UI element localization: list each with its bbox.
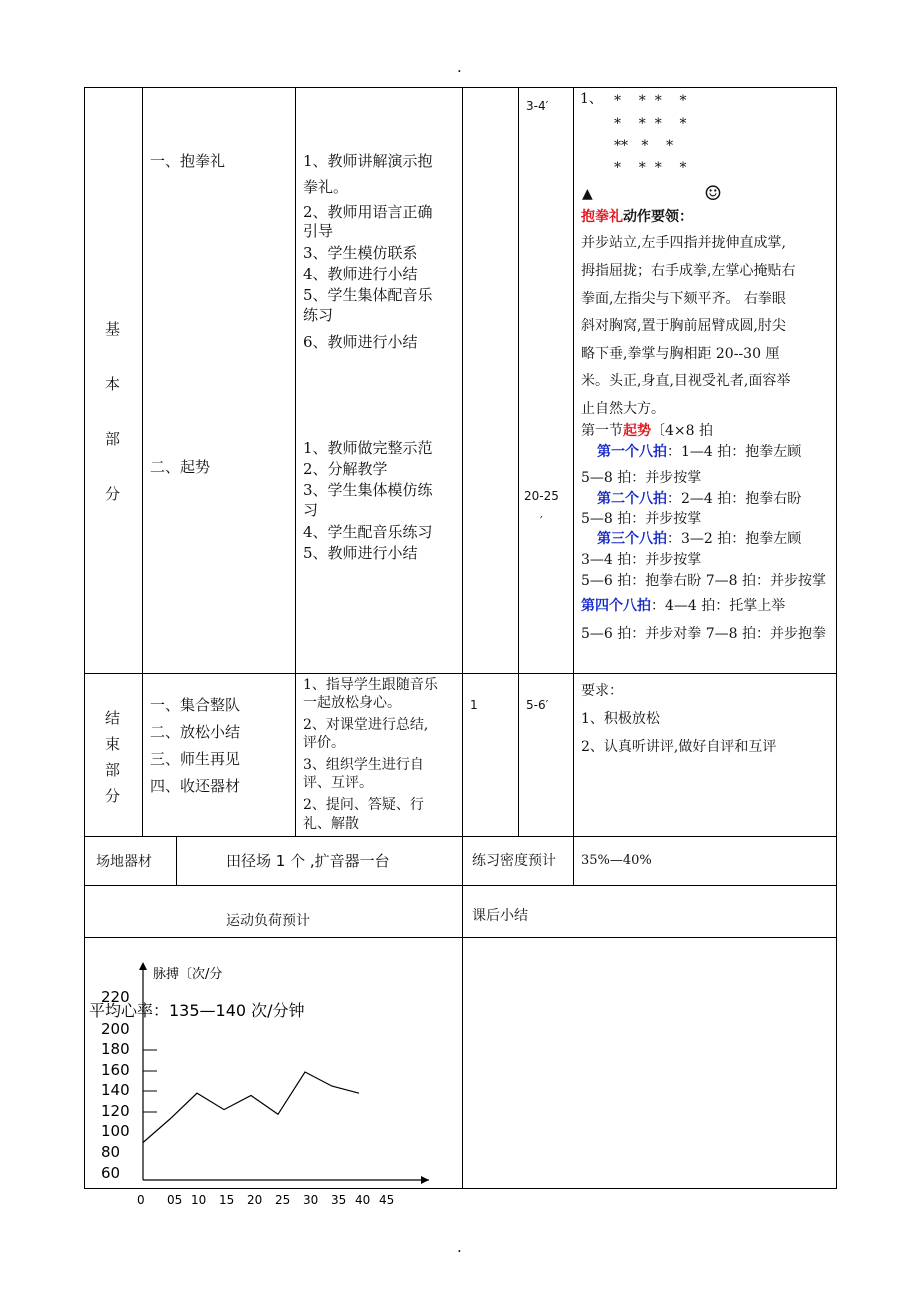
x-tick-label: 25 [275,1193,291,1207]
x-tick-label: 05 [167,1193,183,1207]
step-line: 5、教师进行小结 [303,544,418,562]
essentials-line: 并步站立,左手四指并拢伸直成掌, [581,235,786,251]
formation-row: * * * * [614,116,687,132]
step-line: 3、学生模仿联系 [303,244,418,262]
y-tick-label: 80 [101,1143,121,1161]
summary-label: 课后小结 [472,908,528,924]
ending-time: 5-6′ [526,698,549,712]
step-line: 评、互评。 [303,775,373,791]
beat1-line: 第一个八拍：1—4 拍：抱拳左顾 [597,444,802,460]
y-tick-label: 140 [101,1081,130,1099]
essentials-line: 米。头正,身直,目视受礼者,面容举 [581,373,791,389]
step-line: 拳礼。 [303,178,349,196]
item-baoquanli-title: 一、抱拳礼 [150,152,226,170]
step-line: 1、教师讲解演示抱 [303,152,433,170]
step-line: 2、教师用语言正确 [303,203,433,221]
essentials-line: 止自然大方。 [581,401,665,417]
step-line: 1、指导学生跟随音乐 [303,677,438,693]
x-tick-label: 20 [247,1193,263,1207]
essentials-line: 拇指屈拢；右手成拳,左掌心掩贴右 [581,263,796,279]
step-line: 习 [303,501,319,519]
x-tick-label: 35 [331,1193,347,1207]
essentials-line: 拳面,左指尖与下颏平齐。 右拳眼 [581,291,786,307]
y-tick-label: 160 [101,1061,130,1079]
step-line: 4、教师进行小结 [303,265,418,283]
step-line: 引导 [303,222,334,240]
beat4-line: 第四个八拍：4—4 拍：托掌上举 [581,598,786,614]
y-tick-label: 100 [101,1122,130,1140]
step-line: 4、学生配音乐练习 [303,523,433,541]
y-tick-label: 220 [101,988,130,1006]
x-axis-arrow [421,1176,429,1184]
ending-count: 1 [470,698,478,712]
time-qishi-unit: ′ [540,514,543,528]
basic-section-label: 基 本 部 分 [105,320,121,503]
heart-rate-series [143,1072,359,1143]
step-line: 6、教师进行小结 [303,333,418,351]
step-line: 3、组织学生进行自 [303,757,424,773]
item-qishi-title: 二、起势 [150,458,211,476]
requirement-item: 2、认真听讲评,做好自评和互评 [581,739,777,755]
beat3-line3: 5—6 拍：抱拳右盼 7—8 拍：并步按掌 [581,573,826,589]
formation-row: * * * * [614,160,687,176]
ending-item: 二、放松小结 [150,723,241,741]
formation-row: ** * * [614,138,674,154]
step-line: 练习 [303,306,334,324]
load-label: 运动负荷预计 [226,913,310,929]
ending-section-label: 结 束 部 分 [105,709,121,805]
teacher-triangle-icon: ▲ [582,186,593,202]
step-line: 评价。 [303,735,345,751]
y-tick-label: 120 [101,1102,130,1120]
beat1-line2: 5—8 拍：并步按掌 [581,470,702,486]
beat3-line2: 3—4 拍：并步按掌 [581,552,702,568]
ending-item: 三、师生再见 [150,750,241,768]
smile-icon: ☺ [704,181,722,205]
density-label: 练习密度预计 [472,853,556,869]
step-line: 礼、解散 [303,816,359,832]
step-line: 2、提问、答疑、行 [303,797,424,813]
essentials-line: 略下垂,拳掌与胸相距 20--30 厘 [581,346,780,362]
x-tick-label: 40 [355,1193,371,1207]
beat2-line: 第二个八拍：2—4 拍：抱拳右盼 [597,491,802,507]
essentials-heading: 抱拳礼动作要领： [581,209,693,225]
top-dot: . [457,58,462,76]
y-axis-label: 脉搏〔次/分 [153,967,223,982]
venue-label: 场地器材 [96,854,152,870]
beat4-line2: 5—6 拍：并步对拳 7—8 拍：并步抱拳 [581,626,826,642]
formation-row: * * * * [614,93,687,109]
step-line: 2、分解教学 [303,460,388,478]
section-qishi-heading: 第一节起势〔4×8 拍 [581,423,713,439]
time-qishi: 20-25 [524,489,559,503]
time-baoquanli: 3-4′ [526,99,549,113]
formation-prefix: 1、 [580,91,603,107]
density-value: 35%—40% [581,853,652,868]
x-tick-label: 0 [137,1193,145,1207]
x-tick-label: 30 [303,1193,319,1207]
y-tick-label: 200 [101,1020,130,1038]
step-line: 1、教师做完整示范 [303,439,433,457]
venue-value: 田径场 1 个 ,扩音器一台 [226,852,390,870]
x-tick-label: 45 [379,1193,395,1207]
beat2-line2: 5—8 拍：并步按掌 [581,511,702,527]
requirements-title: 要求： [581,683,623,699]
y-axis-arrow [139,962,147,970]
ending-item: 一、集合整队 [150,696,241,714]
step-line: 一起放松身心。 [303,695,401,711]
x-tick-label: 15 [219,1193,235,1207]
step-line: 2、对课堂进行总结, [303,717,429,733]
beat3-line: 第三个八拍：3—2 拍：抱拳左顾 [597,531,802,547]
x-tick-label: 10 [191,1193,207,1207]
heart-rate-chart [85,938,462,1218]
y-tick-label: 60 [101,1164,121,1182]
essentials-line: 斜对胸窝,置于胸前屈臂成圆,肘尖 [581,318,786,334]
requirement-item: 1、积极放松 [581,711,660,727]
bottom-dot: . [457,1238,462,1256]
avg-heart-rate-annotation: 平均心率：135—140 次/分钟 [89,1001,305,1020]
ending-item: 四、收还器材 [150,777,241,795]
step-line: 5、学生集体配音乐 [303,286,433,304]
y-tick-label: 180 [101,1040,130,1058]
step-line: 3、学生集体模仿练 [303,481,433,499]
